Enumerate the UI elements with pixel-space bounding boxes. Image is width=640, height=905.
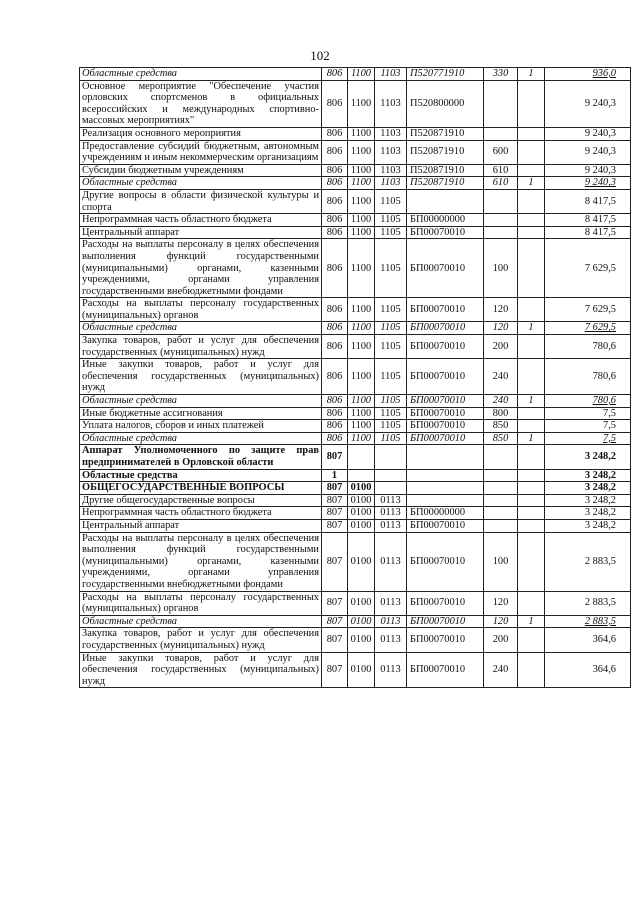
- section-code: 0100: [348, 482, 375, 495]
- ministry-code: 807: [322, 445, 348, 469]
- section-code: 1100: [348, 127, 375, 140]
- ministry-code: 807: [322, 652, 348, 688]
- target-article-code: БП00070010: [407, 591, 484, 615]
- amount-value: 9 240,3: [545, 177, 631, 190]
- section-code: 0100: [348, 652, 375, 688]
- ministry-code: 806: [322, 226, 348, 239]
- target-article-code: БП00070010: [407, 652, 484, 688]
- expense-name: Иные бюджетные ассигнования: [80, 407, 322, 420]
- expense-type-code: 200: [484, 628, 518, 652]
- expense-name: Областные средства: [80, 395, 322, 408]
- ministry-code: 806: [322, 335, 348, 359]
- section-code: 1100: [348, 164, 375, 177]
- expense-type-code: 850: [484, 432, 518, 445]
- amount-value: 2 883,5: [545, 591, 631, 615]
- amount-value: 364,6: [545, 628, 631, 652]
- section-code: 0100: [348, 507, 375, 520]
- amount-value: 7 629,5: [545, 239, 631, 298]
- ministry-code: 806: [322, 189, 348, 213]
- target-article-code: БП00070010: [407, 519, 484, 532]
- subsection-code: 1105: [375, 395, 407, 408]
- amount-value: 3 248,2: [545, 445, 631, 469]
- expense-name: Уплата налогов, сборов и иных платежей: [80, 420, 322, 433]
- ministry-code: 806: [322, 420, 348, 433]
- section-code: 1100: [348, 226, 375, 239]
- subsection-code: 0113: [375, 507, 407, 520]
- target-article-code: [407, 189, 484, 213]
- ministry-code: 806: [322, 407, 348, 420]
- expense-name: Расходы на выплаты персоналу в целях обеспечения выполнения функций государственными (муниципальными) органами, казенными учреждениями, органами управления государственными внебюджетными фондами: [80, 532, 322, 591]
- expense-name: Основное мероприятие "Обеспечение участия орловских спортсменов в официальных всероссийских и международных спортивно-массовых мероприятиях": [80, 80, 322, 127]
- expense-type-code: 610: [484, 177, 518, 190]
- ministry-code: 1: [322, 469, 348, 482]
- target-article-code: БП00070010: [407, 298, 484, 322]
- funding-source-code: [518, 335, 545, 359]
- target-article-code: П520800000: [407, 80, 484, 127]
- subsection-code: 1105: [375, 359, 407, 395]
- section-code: 1100: [348, 177, 375, 190]
- funding-source-code: [518, 127, 545, 140]
- table-row: [80, 214, 631, 227]
- expense-type-code: 240: [484, 652, 518, 688]
- section-code: 1100: [348, 239, 375, 298]
- table-row: [80, 445, 631, 469]
- amount-value: 780,6: [545, 359, 631, 395]
- table-row: [80, 591, 631, 615]
- section-code: 1100: [348, 68, 375, 81]
- subsection-code: 1105: [375, 189, 407, 213]
- expense-name: Областные средства: [80, 432, 322, 445]
- amount-value: 780,6: [545, 395, 631, 408]
- section-code: 1100: [348, 322, 375, 335]
- amount-value: 936,0: [545, 68, 631, 81]
- subsection-code: 1105: [375, 214, 407, 227]
- expense-type-code: [484, 507, 518, 520]
- ministry-code: 806: [322, 68, 348, 81]
- ministry-code: 807: [322, 591, 348, 615]
- expense-type-code: 240: [484, 359, 518, 395]
- ministry-code: 806: [322, 395, 348, 408]
- ministry-code: 807: [322, 494, 348, 507]
- subsection-code: 0113: [375, 532, 407, 591]
- table-row: [80, 298, 631, 322]
- funding-source-code: 1: [518, 177, 545, 190]
- amount-value: 7,5: [545, 407, 631, 420]
- funding-source-code: [518, 507, 545, 520]
- subsection-code: 0113: [375, 519, 407, 532]
- ministry-code: 807: [322, 507, 348, 520]
- funding-source-code: [518, 591, 545, 615]
- table-row: [80, 628, 631, 652]
- target-article-code: П520871910: [407, 164, 484, 177]
- expense-type-code: [484, 519, 518, 532]
- funding-source-code: [518, 298, 545, 322]
- ministry-code: 806: [322, 239, 348, 298]
- subsection-code: 1105: [375, 226, 407, 239]
- amount-value: 3 248,2: [545, 494, 631, 507]
- amount-value: 780,6: [545, 335, 631, 359]
- subsection-code: 1105: [375, 420, 407, 433]
- table-row: [80, 189, 631, 213]
- subsection-code: 1105: [375, 432, 407, 445]
- expense-name: Аппарат Уполномоченного по защите прав предпринимателей в Орловской области: [80, 445, 322, 469]
- subsection-code: [375, 445, 407, 469]
- funding-source-code: 1: [518, 322, 545, 335]
- funding-source-code: [518, 420, 545, 433]
- target-article-code: БП00000000: [407, 214, 484, 227]
- subsection-code: 1103: [375, 80, 407, 127]
- section-code: 0100: [348, 494, 375, 507]
- expense-name: Расходы на выплаты персоналу в целях обеспечения выполнения функций государственными (муниципальными) органами, казенными учреждениями, органами управления государственными внебюджетными фондами: [80, 239, 322, 298]
- funding-source-code: 1: [518, 615, 545, 628]
- target-article-code: БП00070010: [407, 359, 484, 395]
- funding-source-code: [518, 445, 545, 469]
- section-code: 1100: [348, 395, 375, 408]
- ministry-code: 807: [322, 482, 348, 495]
- section-code: 1100: [348, 359, 375, 395]
- table-row: [80, 226, 631, 239]
- amount-value: 9 240,3: [545, 127, 631, 140]
- expense-type-code: 120: [484, 298, 518, 322]
- expense-type-code: [484, 469, 518, 482]
- funding-source-code: [518, 652, 545, 688]
- expense-type-code: 850: [484, 420, 518, 433]
- target-article-code: [407, 445, 484, 469]
- expense-name: Областные средства: [80, 615, 322, 628]
- target-article-code: БП00070010: [407, 628, 484, 652]
- expense-type-code: 610: [484, 164, 518, 177]
- target-article-code: БП00070010: [407, 322, 484, 335]
- expense-type-code: [484, 127, 518, 140]
- table-row: [80, 395, 631, 408]
- section-code: 1100: [348, 80, 375, 127]
- ministry-code: 806: [322, 177, 348, 190]
- expense-name: Центральный аппарат: [80, 226, 322, 239]
- ministry-code: 806: [322, 214, 348, 227]
- target-article-code: [407, 494, 484, 507]
- expense-type-code: 100: [484, 532, 518, 591]
- funding-source-code: [518, 359, 545, 395]
- table-row: [80, 68, 631, 81]
- funding-source-code: [518, 469, 545, 482]
- amount-value: 7 629,5: [545, 322, 631, 335]
- target-article-code: П520771910: [407, 68, 484, 81]
- expense-type-code: [484, 482, 518, 495]
- expense-name: Непрограммная часть областного бюджета: [80, 507, 322, 520]
- target-article-code: БП00000000: [407, 507, 484, 520]
- funding-source-code: [518, 189, 545, 213]
- section-code: 0100: [348, 628, 375, 652]
- amount-value: 2 883,5: [545, 532, 631, 591]
- section-code: 1100: [348, 189, 375, 213]
- subsection-code: 1105: [375, 239, 407, 298]
- target-article-code: БП00070010: [407, 420, 484, 433]
- funding-source-code: [518, 80, 545, 127]
- ministry-code: 807: [322, 615, 348, 628]
- target-article-code: [407, 482, 484, 495]
- ministry-code: 807: [322, 519, 348, 532]
- section-code: [348, 445, 375, 469]
- expense-type-code: 120: [484, 591, 518, 615]
- amount-value: 3 248,2: [545, 507, 631, 520]
- table-row: [80, 652, 631, 688]
- subsection-code: [375, 469, 407, 482]
- target-article-code: БП00070010: [407, 239, 484, 298]
- expense-name: Областные средства: [80, 68, 322, 81]
- funding-source-code: [518, 407, 545, 420]
- section-code: 1100: [348, 432, 375, 445]
- ministry-code: 807: [322, 628, 348, 652]
- section-code: 1100: [348, 298, 375, 322]
- amount-value: 9 240,3: [545, 80, 631, 127]
- target-article-code: П520871910: [407, 127, 484, 140]
- amount-value: 9 240,3: [545, 140, 631, 164]
- expense-type-code: 330: [484, 68, 518, 81]
- amount-value: 8 417,5: [545, 189, 631, 213]
- amount-value: 8 417,5: [545, 226, 631, 239]
- ministry-code: 806: [322, 298, 348, 322]
- table-row: [80, 494, 631, 507]
- subsection-code: 1105: [375, 298, 407, 322]
- funding-source-code: [518, 494, 545, 507]
- expense-name: Расходы на выплаты персоналу государственных (муниципальных) органов: [80, 591, 322, 615]
- subsection-code: [375, 482, 407, 495]
- subsection-code: 1103: [375, 68, 407, 81]
- section-code: 1100: [348, 335, 375, 359]
- expense-name: Областные средства: [80, 469, 322, 482]
- table-row: [80, 177, 631, 190]
- subsection-code: 1103: [375, 164, 407, 177]
- ministry-code: 806: [322, 140, 348, 164]
- amount-value: 3 248,2: [545, 482, 631, 495]
- expense-name: Реализация основного мероприятия: [80, 127, 322, 140]
- expense-type-code: [484, 226, 518, 239]
- table-row: [80, 127, 631, 140]
- target-article-code: П520871910: [407, 140, 484, 164]
- amount-value: 364,6: [545, 652, 631, 688]
- table-row: [80, 507, 631, 520]
- ministry-code: 806: [322, 432, 348, 445]
- funding-source-code: [518, 532, 545, 591]
- section-code: 0100: [348, 532, 375, 591]
- funding-source-code: [518, 214, 545, 227]
- expense-type-code: [484, 214, 518, 227]
- table-row: [80, 482, 631, 495]
- ministry-code: 806: [322, 359, 348, 395]
- expense-name: ОБЩЕГОСУДАРСТВЕННЫЕ ВОПРОСЫ: [80, 482, 322, 495]
- table-row: [80, 140, 631, 164]
- section-code: [348, 469, 375, 482]
- table-row: [80, 359, 631, 395]
- subsection-code: 0113: [375, 591, 407, 615]
- table-row: [80, 615, 631, 628]
- table-row: [80, 322, 631, 335]
- table-row: [80, 420, 631, 433]
- subsection-code: 1105: [375, 407, 407, 420]
- subsection-code: 1105: [375, 335, 407, 359]
- section-code: 0100: [348, 519, 375, 532]
- funding-source-code: [518, 140, 545, 164]
- expense-type-code: 800: [484, 407, 518, 420]
- expense-name: Закупка товаров, работ и услуг для обеспечения государственных (муниципальных) нужд: [80, 628, 322, 652]
- expense-name: Областные средства: [80, 177, 322, 190]
- target-article-code: БП00070010: [407, 532, 484, 591]
- table-row: [80, 432, 631, 445]
- target-article-code: БП00070010: [407, 432, 484, 445]
- table-row: [80, 407, 631, 420]
- section-code: 1100: [348, 407, 375, 420]
- subsection-code: 0113: [375, 628, 407, 652]
- section-code: 1100: [348, 420, 375, 433]
- expense-name: Другие вопросы в области физической культуры и спорта: [80, 189, 322, 213]
- target-article-code: БП00070010: [407, 615, 484, 628]
- expense-name: Субсидии бюджетным учреждениям: [80, 164, 322, 177]
- section-code: 1100: [348, 214, 375, 227]
- amount-value: 8 417,5: [545, 214, 631, 227]
- ministry-code: 806: [322, 164, 348, 177]
- funding-source-code: [518, 628, 545, 652]
- target-article-code: БП00070010: [407, 335, 484, 359]
- subsection-code: 1105: [375, 322, 407, 335]
- amount-value: 2 883,5: [545, 615, 631, 628]
- expense-type-code: 240: [484, 395, 518, 408]
- ministry-code: 806: [322, 127, 348, 140]
- table-row: [80, 469, 631, 482]
- funding-source-code: [518, 164, 545, 177]
- expense-type-code: 600: [484, 140, 518, 164]
- funding-source-code: [518, 482, 545, 495]
- expense-type-code: [484, 494, 518, 507]
- section-code: 1100: [348, 140, 375, 164]
- table-row: [80, 80, 631, 127]
- expense-type-code: 120: [484, 615, 518, 628]
- amount-value: 7 629,5: [545, 298, 631, 322]
- section-code: 0100: [348, 591, 375, 615]
- target-article-code: БП00070010: [407, 395, 484, 408]
- funding-source-code: [518, 519, 545, 532]
- expense-name: Другие общегосударственные вопросы: [80, 494, 322, 507]
- subsection-code: 0113: [375, 615, 407, 628]
- table-row: [80, 335, 631, 359]
- funding-source-code: [518, 226, 545, 239]
- expense-type-code: 120: [484, 322, 518, 335]
- section-code: 0100: [348, 615, 375, 628]
- expense-name: Иные закупки товаров, работ и услуг для обеспечения государственных (муниципальных) нужд: [80, 359, 322, 395]
- funding-source-code: 1: [518, 432, 545, 445]
- expense-type-code: 100: [484, 239, 518, 298]
- expense-type-code: 200: [484, 335, 518, 359]
- funding-source-code: [518, 239, 545, 298]
- expense-name: Областные средства: [80, 322, 322, 335]
- table-row: [80, 532, 631, 591]
- funding-source-code: 1: [518, 68, 545, 81]
- target-article-code: БП00070010: [407, 407, 484, 420]
- subsection-code: 1103: [375, 127, 407, 140]
- subsection-code: 1103: [375, 140, 407, 164]
- ministry-code: 806: [322, 80, 348, 127]
- budget-table: [79, 67, 631, 688]
- amount-value: 9 240,3: [545, 164, 631, 177]
- amount-value: 7,5: [545, 432, 631, 445]
- ministry-code: 806: [322, 322, 348, 335]
- expense-name: Непрограммная часть областного бюджета: [80, 214, 322, 227]
- page-number: 102: [310, 48, 330, 63]
- expense-name: Расходы на выплаты персоналу государственных (муниципальных) органов: [80, 298, 322, 322]
- target-article-code: БП00070010: [407, 226, 484, 239]
- amount-value: 3 248,2: [545, 469, 631, 482]
- subsection-code: 0113: [375, 494, 407, 507]
- amount-value: 3 248,2: [545, 519, 631, 532]
- table-row: [80, 164, 631, 177]
- funding-source-code: 1: [518, 395, 545, 408]
- table-row: [80, 519, 631, 532]
- ministry-code: 807: [322, 532, 348, 591]
- subsection-code: 0113: [375, 652, 407, 688]
- table-row: [80, 239, 631, 298]
- table-body: [80, 68, 631, 688]
- expense-type-code: [484, 445, 518, 469]
- amount-value: 7,5: [545, 420, 631, 433]
- expense-type-code: [484, 189, 518, 213]
- expense-name: Иные закупки товаров, работ и услуг для обеспечения государственных (муниципальных) нужд: [80, 652, 322, 688]
- target-article-code: П520871910: [407, 177, 484, 190]
- expense-type-code: [484, 80, 518, 127]
- subsection-code: 1103: [375, 177, 407, 190]
- expense-name: Предоставление субсидий бюджетным, автономным учреждениям и иным некоммерческим организациям: [80, 140, 322, 164]
- expense-name: Центральный аппарат: [80, 519, 322, 532]
- expense-name: Закупка товаров, работ и услуг для обеспечения государственных (муниципальных) нужд: [80, 335, 322, 359]
- target-article-code: [407, 469, 484, 482]
